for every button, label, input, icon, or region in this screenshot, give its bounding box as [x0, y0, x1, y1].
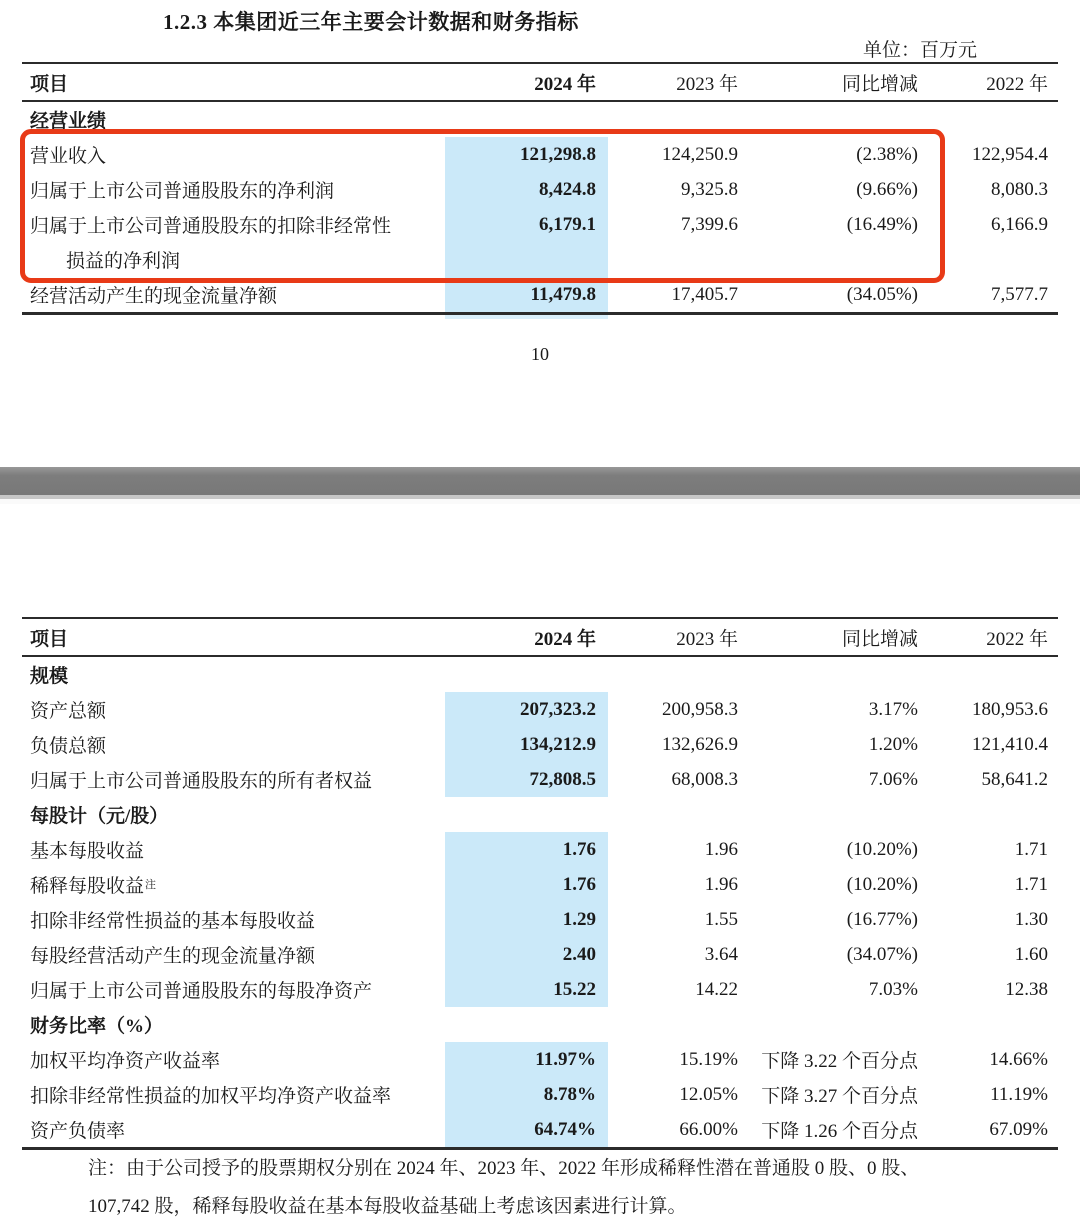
table-row — [22, 1077, 1058, 1112]
value-2023: 124,250.9 — [662, 143, 738, 165]
value-2024: 11,479.8 — [445, 277, 608, 312]
value-change: (10.20%) — [846, 838, 918, 860]
item-label: 营业收入 — [30, 146, 107, 167]
item-label: 扣除非经常性损益的加权平均净资产收益率 — [30, 1086, 392, 1107]
footnote-line-2: 107,742 股，稀释每股收益在基本每股收益基础上考虑该因素进行计算。 — [88, 1196, 687, 1217]
value-2023: 1.96 — [704, 838, 738, 860]
value-2024 — [445, 797, 608, 832]
page-separator-bar — [0, 467, 1080, 499]
value-2022 — [920, 797, 1058, 832]
value-change — [740, 242, 920, 277]
value-2024: 72,808.5 — [445, 762, 608, 797]
table-row — [22, 867, 1058, 902]
item-label: 经营业绩 — [30, 111, 107, 132]
table-row — [22, 832, 1058, 867]
value-2024: 134,212.9 — [445, 727, 608, 762]
value-2022: 14.66% — [989, 1048, 1048, 1070]
value-2023: 3.64 — [704, 943, 738, 965]
table-row — [22, 277, 1058, 312]
value-change: 7.06% — [868, 768, 918, 790]
item-label: 归属于上市公司普通股股东的扣除非经常性 — [30, 216, 392, 237]
value-2024 — [445, 242, 608, 277]
item-label: 归属于上市公司普通股股东的净利润 — [30, 181, 335, 202]
value-change: (16.77%) — [846, 908, 918, 930]
table-row — [22, 937, 1058, 972]
value-2023 — [608, 797, 740, 832]
value-2024 — [445, 657, 608, 692]
header-value-change: 同比增减 — [841, 73, 918, 95]
value-2022: 1.60 — [1014, 943, 1048, 965]
value-2022 — [920, 657, 1058, 692]
value-change — [740, 657, 920, 692]
value-change — [740, 797, 920, 832]
value-2024: 207,323.2 — [445, 692, 608, 727]
item-label: 归属于上市公司普通股股东的每股净资产 — [30, 981, 373, 1002]
value-2024 — [445, 1007, 608, 1042]
footnote — [88, 1150, 1040, 1226]
operating-results-table — [22, 62, 1058, 315]
value-2024: 121,298.8 — [445, 137, 608, 172]
value-2022: 12.38 — [1005, 978, 1048, 1000]
header-value-2023: 2023 年 — [676, 73, 738, 95]
item-label: 归属于上市公司普通股股东的所有者权益 — [30, 771, 373, 792]
value-2023: 1.55 — [704, 908, 738, 930]
header-value-2022: 2022 年 — [986, 628, 1048, 650]
value-change: 下降 3.27 个百分点 — [761, 1086, 918, 1107]
value-change: (2.38%) — [856, 143, 918, 165]
value-2023 — [608, 657, 740, 692]
value-2022: 1.71 — [1014, 838, 1048, 860]
item-label: 损益的净利润 — [66, 251, 181, 272]
header-value-2024: 2024 年 — [534, 73, 596, 95]
value-2023: 17,405.7 — [671, 283, 738, 305]
value-2024: 1.76 — [445, 867, 608, 902]
header-value-2023: 2023 年 — [676, 628, 738, 650]
item-label: 稀释每股收益 注 — [30, 876, 157, 897]
table-row — [22, 972, 1058, 1007]
table-row — [22, 1112, 1058, 1147]
value-2024: 15.22 — [445, 972, 608, 1007]
footnote-line-1: 注：由于公司授予的股票期权分别在 2024 年、2023 年、2022 年形成稀释性潜在普通股 0 股、0 股、 — [88, 1158, 920, 1179]
value-2024: 2.40 — [445, 937, 608, 972]
header-value-change: 同比增减 — [841, 628, 918, 650]
value-2023 — [608, 1007, 740, 1042]
item-label: 基本每股收益 — [30, 841, 145, 862]
table-row — [22, 657, 1058, 692]
table-row — [22, 797, 1058, 832]
value-change: (34.05%) — [846, 283, 918, 305]
table-row — [22, 102, 1058, 137]
value-change: (16.49%) — [846, 213, 918, 235]
header-item-label: 项目 — [30, 73, 69, 95]
value-2022 — [920, 242, 1058, 277]
value-change: 下降 3.22 个百分点 — [761, 1051, 918, 1072]
value-2022: 180,953.6 — [972, 698, 1048, 720]
header-item-label: 项目 — [30, 628, 69, 650]
item-label: 规模 — [30, 666, 69, 687]
page-number: 10 — [531, 344, 549, 364]
value-change: (9.66%) — [856, 178, 918, 200]
table-row — [22, 207, 1058, 242]
value-2023: 68,008.3 — [671, 768, 738, 790]
value-2022: 1.71 — [1014, 873, 1048, 895]
value-2023: 200,958.3 — [662, 698, 738, 720]
value-2022 — [920, 1007, 1058, 1042]
value-2022: 122,954.4 — [972, 143, 1048, 165]
value-2024: 8,424.8 — [445, 172, 608, 207]
value-2022: 121,410.4 — [972, 733, 1048, 755]
value-2024: 1.76 — [445, 832, 608, 867]
value-2022: 1.30 — [1014, 908, 1048, 930]
item-label: 经营活动产生的现金流量净额 — [30, 286, 278, 307]
item-label: 扣除非经常性损益的基本每股收益 — [30, 911, 316, 932]
value-2024 — [445, 102, 608, 137]
value-change: (34.07%) — [846, 943, 918, 965]
header-value-2022: 2022 年 — [986, 73, 1048, 95]
value-2023: 9,325.8 — [681, 178, 738, 200]
section-title: 1.2.3 本集团近三年主要会计数据和财务指标 — [163, 10, 579, 34]
value-2023: 66.00% — [679, 1118, 738, 1140]
table-row — [22, 172, 1058, 207]
item-label: 每股经营活动产生的现金流量净额 — [30, 946, 316, 967]
table-header-row — [22, 62, 1058, 102]
value-2022: 11.19% — [990, 1083, 1048, 1105]
value-2023: 12.05% — [679, 1083, 738, 1105]
table-row — [22, 137, 1058, 172]
value-change: 3.17% — [868, 698, 918, 720]
table-row — [22, 762, 1058, 797]
header-value-2024: 2024 年 — [534, 628, 596, 650]
table-row — [22, 692, 1058, 727]
table-row — [22, 1007, 1058, 1042]
unit-label: 单位：百万元 — [862, 40, 977, 61]
table-header-row — [22, 617, 1058, 657]
value-2023 — [608, 102, 740, 137]
value-2022 — [920, 102, 1058, 137]
value-change — [740, 102, 920, 137]
value-2022: 7,577.7 — [991, 283, 1048, 305]
value-2022: 58,641.2 — [981, 768, 1048, 790]
table-row — [22, 1042, 1058, 1077]
value-change: 下降 1.26 个百分点 — [761, 1121, 918, 1142]
item-label: 资产总额 — [30, 701, 107, 722]
value-2023: 7,399.6 — [681, 213, 738, 235]
value-change: 1.20% — [868, 733, 918, 755]
value-2022: 67.09% — [989, 1118, 1048, 1140]
value-2022: 8,080.3 — [991, 178, 1048, 200]
item-label: 负债总额 — [30, 736, 107, 757]
item-label: 每股计（元/股） — [30, 806, 169, 827]
value-2024: 6,179.1 — [445, 207, 608, 242]
value-2023 — [608, 242, 740, 277]
value-2023: 14.22 — [695, 978, 738, 1000]
value-2022: 6,166.9 — [991, 213, 1048, 235]
item-label: 资产负债率 — [30, 1121, 126, 1142]
item-label: 财务比率（%） — [30, 1016, 164, 1037]
table-row — [22, 242, 1058, 277]
table-row — [22, 902, 1058, 937]
value-2023: 15.19% — [679, 1048, 738, 1070]
scale-and-ratios-table — [22, 617, 1058, 1150]
value-2023: 1.96 — [704, 873, 738, 895]
value-change: 7.03% — [868, 978, 918, 1000]
value-change — [740, 1007, 920, 1042]
value-2024: 11.97% — [445, 1042, 608, 1077]
value-2024: 64.74% — [445, 1112, 608, 1147]
value-change: (10.20%) — [846, 873, 918, 895]
value-2024: 1.29 — [445, 902, 608, 937]
value-2023: 132,626.9 — [662, 733, 738, 755]
value-2024: 8.78% — [445, 1077, 608, 1112]
item-label: 加权平均净资产收益率 — [30, 1051, 221, 1072]
table-row — [22, 727, 1058, 762]
